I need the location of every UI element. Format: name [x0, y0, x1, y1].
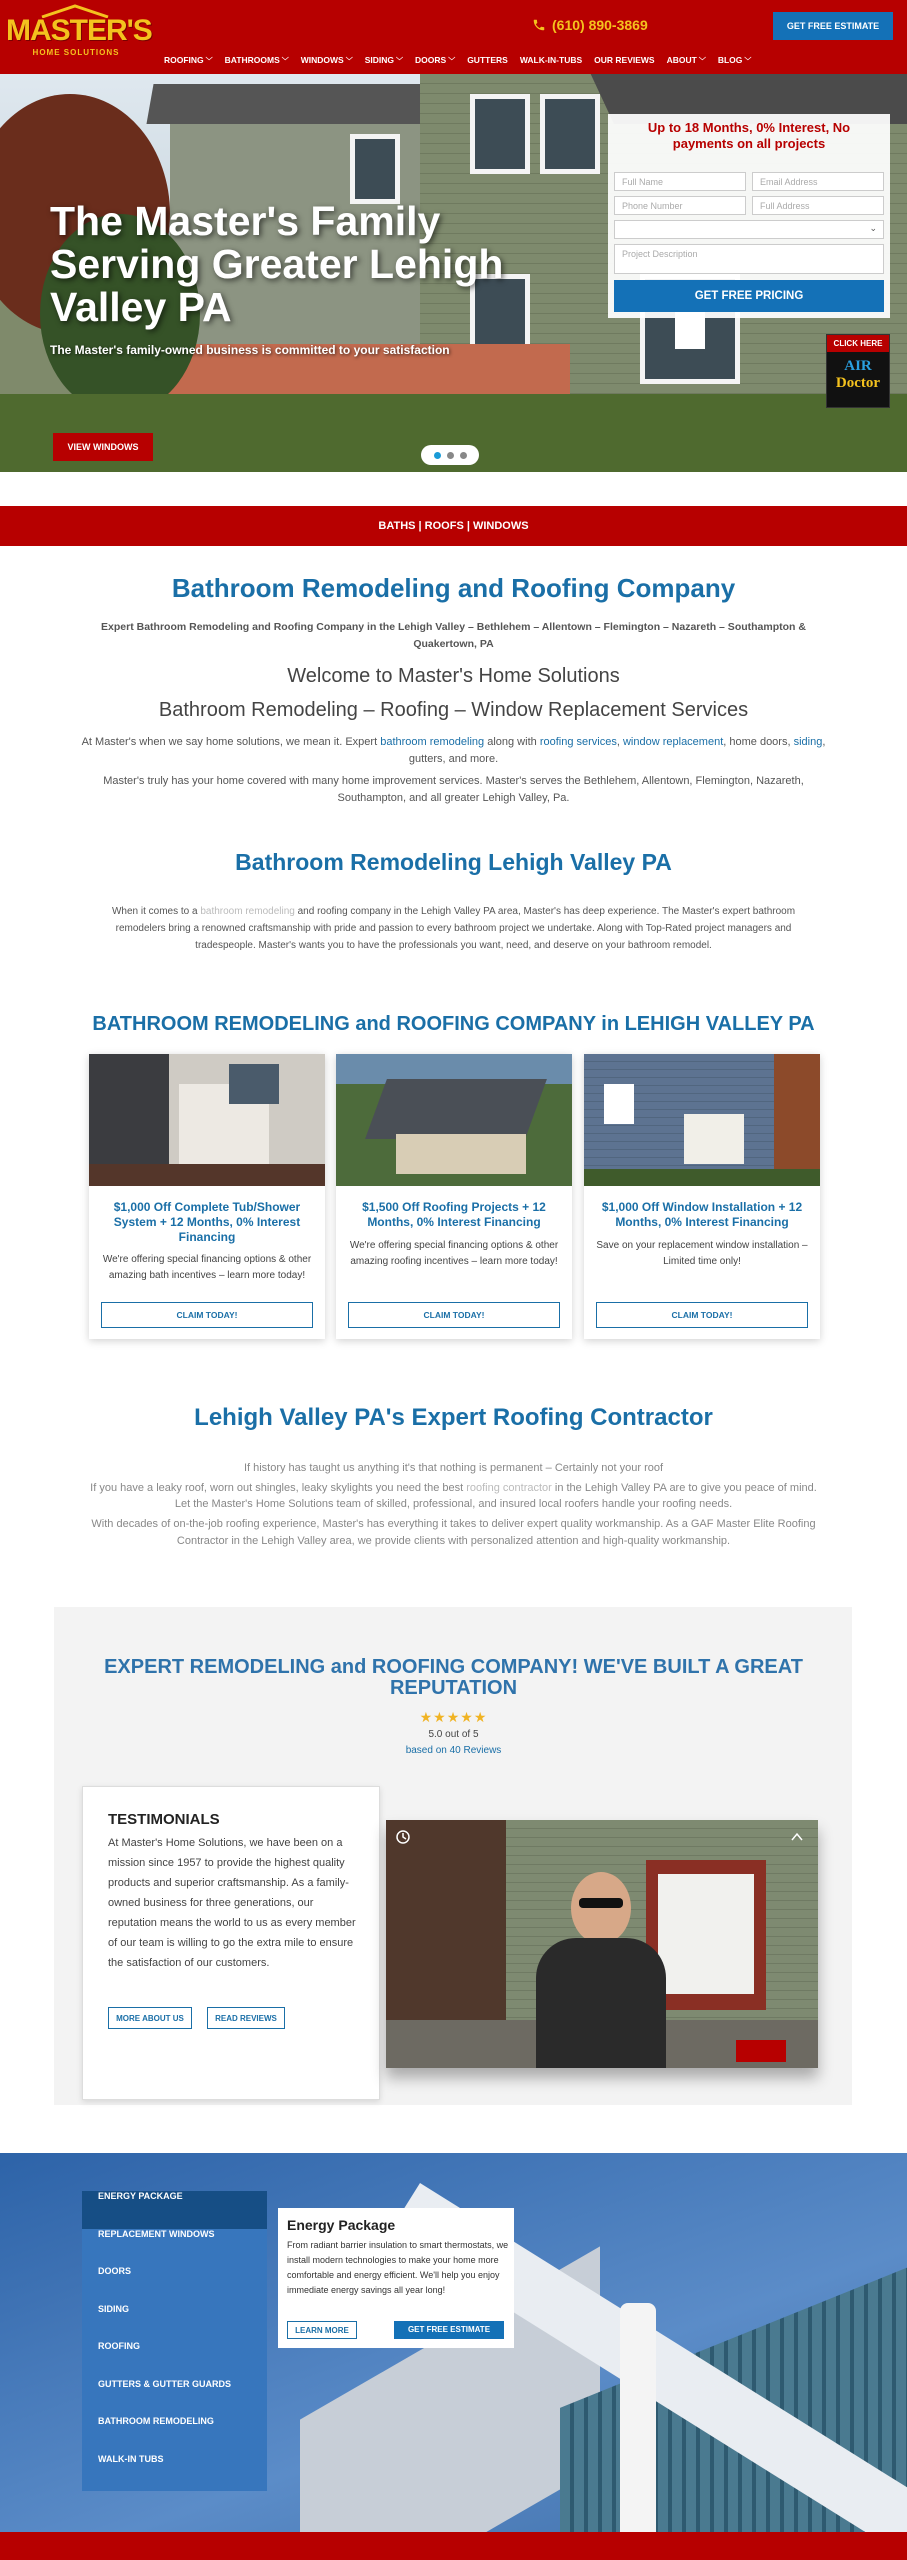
- logo-tagline: HOME SOLUTIONS: [32, 48, 120, 57]
- footer-strip: [0, 2532, 907, 2560]
- tab-replacement-windows[interactable]: REPLACEMENT WINDOWS: [98, 2228, 215, 2239]
- roofing-services-link[interactable]: roofing services: [539, 736, 617, 748]
- badge-line2: Doctor: [835, 375, 881, 391]
- slider-dot[interactable]: [434, 452, 441, 459]
- project-description-input[interactable]: Project Description: [614, 244, 884, 274]
- bathroom-photo: [89, 1054, 325, 1186]
- clock-icon: [396, 1830, 410, 1844]
- offer-card-roofing: [336, 1054, 572, 1339]
- roofing-paragraph-2: If you have a leaky roof, worn out shingles, leaky skylights you need the best roofing contractor in the Lehigh Valley PA are to give you peace of mind.: [90, 1482, 817, 1494]
- more-about-us-button[interactable]: MORE ABOUT US: [108, 2007, 192, 2029]
- nav-item-blog[interactable]: BLOG ﹀: [717, 55, 752, 65]
- testimonials-text: At Master's Home Solutions, we have been on a mission since 1957 to provide the highest quality products and superior craftsmanship. As a family-owned business for three generations, our reputation means the world to us as every member of our team is willing to go the extra mile to ensure the satisfaction of our customers.: [108, 1837, 356, 1969]
- badge-line1: AIR: [844, 358, 872, 374]
- star-icon: ★: [460, 1709, 474, 1725]
- site-logo[interactable]: [6, 4, 152, 60]
- tab-roofing[interactable]: ROOFING: [98, 2341, 140, 2351]
- reputation-title: EXPERT REMODELING and ROOFING COMPANY! WE'VE BUILT A GREAT REPUTATION: [104, 1656, 803, 1699]
- offer-title: $1,000 Off Complete Tub/Shower System + 12 Months, 0% Interest Financing: [113, 1200, 301, 1244]
- hero-window: [540, 94, 600, 174]
- star-icon: ★: [433, 1709, 447, 1725]
- offer-title: $1,500 Off Roofing Projects + 12 Months, 0% Interest Financing: [362, 1200, 546, 1229]
- services-tab-menu: [82, 2191, 267, 2491]
- nav-item-our-reviews[interactable]: OUR REVIEWS: [594, 55, 655, 65]
- tab-siding[interactable]: SIDING: [98, 2303, 130, 2314]
- phone-icon: [532, 18, 546, 32]
- claim-today-button[interactable]: CLAIM TODAY!: [348, 1302, 560, 1328]
- star-icon: ★: [473, 1709, 488, 1725]
- tab-energy-package[interactable]: ENERGY PACKAGE: [82, 2191, 267, 2229]
- intro-paragraph-1: At Master's when we say home solutions, we mean it. Expert bathroom remodeling along with roofing services, window replacement, home doors, siding, gutters, and more.: [81, 736, 826, 765]
- energy-panel-text: From radiant barrier insulation to smart thermostats, we install modern technologies to make your home more comfortable and energy efficient. We'll help you enjoy immediate energy savings all year long!: [287, 2240, 509, 2295]
- offer-title: $1,000 Off Window Installation + 12 Months, 0% Interest Financing: [601, 1200, 803, 1229]
- energy-panel: [278, 2208, 514, 2348]
- energy-panel-title: Energy Package: [287, 2217, 396, 2233]
- form-title: Up to 18 Months, 0% Interest, No payments on all projects: [647, 120, 851, 151]
- intro-paragraph-2: Master's truly has your home covered with many home improvement services. Master's serves the Bethlehem, Allentown, Flemington, Nazareth, Southampton, and all greater Lehigh Valley, Pa.: [103, 775, 804, 804]
- nav-item-gutters[interactable]: GUTTERS: [467, 55, 508, 65]
- slider-dot[interactable]: [460, 452, 467, 459]
- roofing-paragraph-3: Let the Master's Home Solutions team of skilled, professional, and insured local roofers handle your roofing needs.: [174, 1498, 733, 1510]
- header-phone[interactable]: [532, 17, 648, 33]
- offer-card-windows: [584, 1054, 820, 1339]
- services-strip: BATHS | ROOFS | WINDOWS: [0, 506, 907, 546]
- roofing-title: Lehigh Valley PA's Expert Roofing Contractor: [194, 1404, 713, 1431]
- nav-item-walk-in-tubs[interactable]: WALK-IN-TUBS: [519, 55, 583, 65]
- address-input[interactable]: Full Address: [752, 196, 884, 215]
- chevron-down-icon: ﹀: [205, 58, 213, 65]
- offer-description: Save on your replacement window installation – Limited time only!: [596, 1240, 808, 1267]
- claim-today-button[interactable]: CLAIM TODAY!: [596, 1302, 808, 1328]
- offers-title: BATHROOM REMODELING and ROOFING COMPANY in LEHIGH VALLEY PA: [92, 1013, 815, 1035]
- reviews-count-link[interactable]: based on 40 Reviews: [405, 1745, 502, 1756]
- claim-today-button[interactable]: CLAIM TODAY!: [101, 1302, 313, 1328]
- nav-item-about[interactable]: ABOUT ﹀: [666, 55, 706, 65]
- windows-house-photo: [584, 1054, 820, 1186]
- intro-title: Bathroom Remodeling and Roofing Company: [171, 573, 736, 603]
- read-reviews-button[interactable]: READ REVIEWS: [207, 2007, 285, 2029]
- chevron-down-icon: ⌄: [869, 223, 877, 233]
- learn-more-button[interactable]: LEARN MORE: [287, 2321, 357, 2339]
- energy-estimate-button[interactable]: GET FREE ESTIMATE: [394, 2321, 504, 2339]
- intro-subtitle: Expert Bathroom Remodeling and Roofing Company in the Lehigh Valley – Bethlehem – Allentown – Flemington – Nazareth – Southampton & Quakertown, PA: [101, 621, 806, 650]
- chevron-down-icon: ﹀: [698, 58, 706, 65]
- rating-stars: [0, 1709, 907, 1726]
- full-name-input[interactable]: Full Name: [614, 172, 746, 191]
- chevron-down-icon: ﹀: [281, 58, 289, 65]
- bathroom-remodeling-link[interactable]: bathroom remodeling: [380, 736, 485, 748]
- star-icon: ★: [446, 1709, 461, 1725]
- hero-roof-left: [146, 84, 453, 124]
- phone-input[interactable]: Phone Number: [614, 196, 746, 215]
- phone-number: (610) 890-3869: [552, 17, 648, 33]
- welcome-heading: Welcome to Master's Home Solutions: [287, 665, 620, 687]
- email-input[interactable]: Email Address: [752, 172, 884, 191]
- project-select[interactable]: [614, 220, 884, 239]
- nav-item-siding[interactable]: SIDING ﹀: [364, 55, 404, 65]
- roofing-paragraph-1: If history has taught us anything it's that nothing is permanent – Certainly not your roof: [243, 1462, 664, 1474]
- testimonials-title: TESTIMONIALS: [108, 1811, 220, 1828]
- get-free-estimate-button[interactable]: GET FREE ESTIMATE: [773, 12, 893, 40]
- window-replacement-link[interactable]: window replacement: [622, 736, 724, 748]
- air-doctor-badge[interactable]: [826, 334, 890, 408]
- bath-paragraph: When it comes to a bathroom remodeling and roofing company in the Lehigh Valley PA area, Master's has deep experience. The Master's expert bathroom remodelers bring a renowned craftsmanship with pride and passion to every bathroom project we undertake. Along with Top-Rated project managers and tradespeople. Master's wants you to have the professionals you want, need, and deserve on your bathroom remodel.: [111, 906, 796, 951]
- badge-header: CLICK HERE: [827, 335, 889, 352]
- offer-description: We're offering special financing options & other amazing roofing incentives – learn more today!: [349, 1240, 559, 1267]
- nav-item-bathrooms[interactable]: BATHROOMS ﹀: [224, 55, 289, 65]
- tab-walk-in-tubs[interactable]: WALK-IN TUBS: [98, 2453, 164, 2464]
- siding-link[interactable]: siding: [793, 736, 823, 748]
- tab-doors[interactable]: DOORS: [98, 2266, 132, 2276]
- hero-subtitle: The Master's family-owned business is committed to your satisfaction: [50, 343, 450, 357]
- roofing-paragraph-4: With decades of on-the-job roofing experience, Master's has everything it takes to deliver expert quality workmanship. As a GAF Master Elite Roofing Contractor in the Lehigh Valley area, we provide clients with personalized attention and high-quality workmanship.: [91, 1518, 816, 1547]
- hero-window: [350, 134, 400, 204]
- get-free-pricing-button[interactable]: GET FREE PRICING: [614, 280, 884, 312]
- logo-name: MASTER'S: [6, 14, 152, 47]
- bath-title: Bathroom Remodeling Lehigh Valley PA: [235, 849, 672, 875]
- chevron-down-icon: ﹀: [448, 58, 456, 65]
- chevron-down-icon: ﹀: [396, 58, 404, 65]
- chevron-down-icon: ﹀: [345, 58, 353, 65]
- tab-gutters[interactable]: GUTTERS & GUTTER GUARDS: [98, 2378, 232, 2389]
- hero-window: [470, 94, 530, 174]
- share-icon[interactable]: [790, 1830, 804, 1844]
- offer-card-bath: [89, 1054, 325, 1339]
- chevron-down-icon: ﹀: [744, 58, 752, 65]
- main-nav: [158, 55, 757, 66]
- testimonials-card: [82, 1786, 380, 2100]
- header-bar: [0, 0, 907, 74]
- roofing-contractor-link[interactable]: roofing contractor: [466, 1482, 552, 1494]
- hero-title: The Master's Family Serving Greater Lehigh Valley PA: [50, 198, 504, 330]
- services-heading: Bathroom Remodeling – Roofing – Window Replacement Services: [158, 699, 749, 721]
- testimonial-video[interactable]: [386, 1820, 818, 2068]
- tab-bathroom-remodeling[interactable]: BATHROOM REMODELING: [98, 2416, 214, 2426]
- offer-description: We're offering special financing options & other amazing bath incentives – learn more today!: [102, 1254, 312, 1281]
- bathroom-remodeling-link[interactable]: bathroom remodeling: [200, 906, 295, 917]
- slider-dot[interactable]: [447, 452, 454, 459]
- rating-text: 5.0 out of 5: [428, 1729, 479, 1740]
- star-icon: ★: [419, 1709, 434, 1725]
- nav-item-doors[interactable]: DOORS ﹀: [415, 55, 456, 65]
- view-windows-button[interactable]: VIEW WINDOWS: [53, 433, 153, 461]
- roof-photo: [336, 1054, 572, 1186]
- nav-item-windows[interactable]: WINDOWS ﹀: [300, 55, 353, 65]
- pricing-form: [608, 114, 890, 318]
- energy-downspout: [620, 2303, 656, 2532]
- nav-item-roofing[interactable]: ROOFING ﹀: [164, 55, 213, 65]
- slider-dots: [421, 445, 479, 465]
